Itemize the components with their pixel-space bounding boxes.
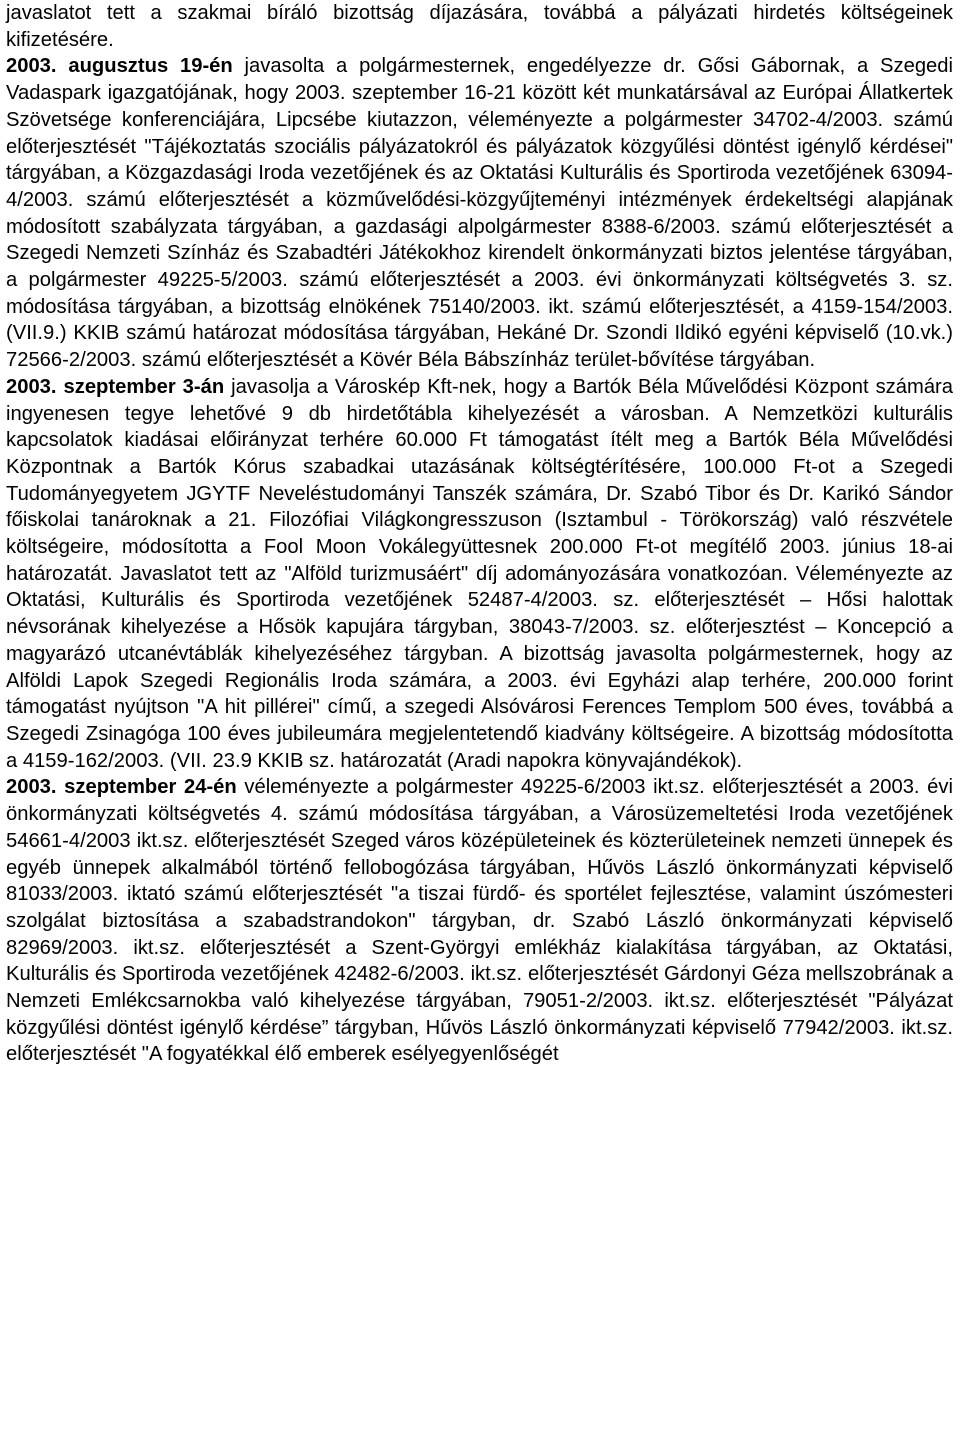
paragraph-text: véleményezte a polgármester 49225-6/2003 ikt.sz. előterjesztését a 2003. évi önkormányzati költségvetés 4. számú módosítása tárgyában, a Városüzemeltetési Iroda vezetőjének 54661-4/2003 ikt.sz. előterjesztését Szeged város középületeinek és közterületeinek nemzeti ünnepek és egyéb ünnepek alkalmából történő fellobogózása tárgyában, Hűvös László önkormányzati képviselő 81033/2003. iktató számú előterjesztését "a tiszai fürdő- és sportélet fejlesztése, valamint úszómesteri szolgálat biztosítása a szabadstrandokon" tárgyban, dr. Szabó László önkormányzati képviselő 82969/2003. ikt.sz. előterjesztését a Szent-Györgyi emlékház kialakítása tárgyában, az Oktatási, Kulturális és Sportiroda vezetőjének 42482-6/2003. ikt.sz. előterjesztését Gárdonyi Géza mellszobrának a Nemzeti Emlékcsarnokba való kihelyezése tárgyában, 79051-2/2003. ikt.sz. előterjesztését "Pályázat közgyűlési döntést igénylő kérdése” tárgyban, Hűvös László önkormányzati képviselő 77942/2003. ikt.sz. előterjesztését "A fogyatékkal élő emberek esélyegyenlőségét (6, 776, 953, 1066)
paragraph-september-24 (6, 774, 953, 1068)
paragraph-september-3 (6, 374, 953, 775)
paragraph-date: 2003. augusztus 19-én (6, 55, 233, 78)
paragraph-text: javaslatot tett a szakmai bíráló bizottság díjazására, továbbá a pályázati hirdetés költségeinek kifizetésére. (6, 2, 953, 51)
paragraph-august-19 (6, 53, 953, 373)
paragraph-text: javasolta a polgármesternek, engedélyezze dr. Gősi Gábornak, a Szegedi Vadaspark igazgatójának, hogy 2003. szeptember 16-21 között két munkatársával az Európai Állatkertek Szövetsége konferenciájára, Lipcsébe kiutazzon, véleményezte a polgármester 34702-4/2003. számú előterjesztését "Tájékoztatás szociális pályázatokról és pályázatok közgyűlési döntést igénylő kérdései" tárgyában, a Közgazdasági Iroda vezetőjének és az Oktatási Kulturális és Sportiroda vezetőjének 63094-4/2003. számú előterjesztését a közművelődési-közgyűjteményi intézmények érdekeltségi alapjának módosított szabályzata tárgyában, a gazdasági alpolgármester 8388-6/2003. számú előterjesztését a Szegedi Nemzeti Színház és Szabadtéri Játékokhoz kirendelt önkormányzati biztos jelentése tárgyában, a polgármester 49225-5/2003. számú előterjesztését a 2003. évi önkormányzati költségvetés 3. sz. módosítása tárgyában, a bizottság elnökének 75140/2003. ikt. számú előterjesztését, a 4159-154/2003. (VII.9.) KKIB számú határozat módosítása tárgyában, Hekáné Dr. Szondi Ildikó egyéni képviselő (10.vk.) 72566-2/2003. számú előterjesztését a Kövér Béla Bábszínház terület-bővítése tárgyában. (6, 55, 953, 372)
paragraph-date: 2003. szeptember 24-én (6, 776, 237, 799)
paragraph-text: javasolja a Városkép Kft-nek, hogy a Bartók Béla Művelődési Központ számára ingyenesen tegye lehetővé 9 db hirdetőtábla kihelyezését a városban. A Nemzetközi kulturális kapcsolatok kiadásai előirányzat terhére 60.000 Ft támogatást ítélt meg a Bartók Béla Művelődési Központnak a Bartók Kórus szabadkai utazásának költségtérítésére, 100.000 Ft-ot a Szegedi Tudományegyetem JGYTF Neveléstudományi Tanszék számára, Dr. Szabó Tibor és Dr. Karikó Sándor főiskolai tanároknak a 21. Filozófiai Világkongresszuson (Isztambul - Törökország) való részvétele költségeire, módosította a Fool Moon Vokálegyüttesnek 200.000 Ft-ot megítélő 2003. június 18-ai határozatát. Javaslatot tett az "Alföld turizmusáért" díj adományozására vonatkozóan. Véleményezte az Oktatási, Kulturális és Sportiroda vezetőjének 52487-4/2003. sz. előterjesztését – Hősi halottak névsorának kihelyezése a Hősök kapujára tárgyban, 38043-7/2003. sz. előterjesztést – Koncepció a magyarázó utcanévtáblák kihelyezéséhez tárgyban. A bizottság javasolta polgármesternek, hogy az Alföldi Lapok Szegedi Regionális Iroda számára, a 2003. évi Egyházi alap terhére, 200.000 forint támogatást nyújtson "A hit pillérei" című, a szegedi Alsóvárosi Ferences Templom 500 éves, továbbá a Szegedi Zsinagóga 100 éves jubileumára megjelentetendő kiadvány költségeire. A bizottság módosította a 4159-162/2003. (VII. 23.9 KKIB sz. határozatát (Aradi napokra könyvajándékok). (6, 375, 953, 772)
paragraph-continuation (6, 0, 953, 53)
paragraph-date: 2003. szeptember 3-án (6, 375, 225, 398)
